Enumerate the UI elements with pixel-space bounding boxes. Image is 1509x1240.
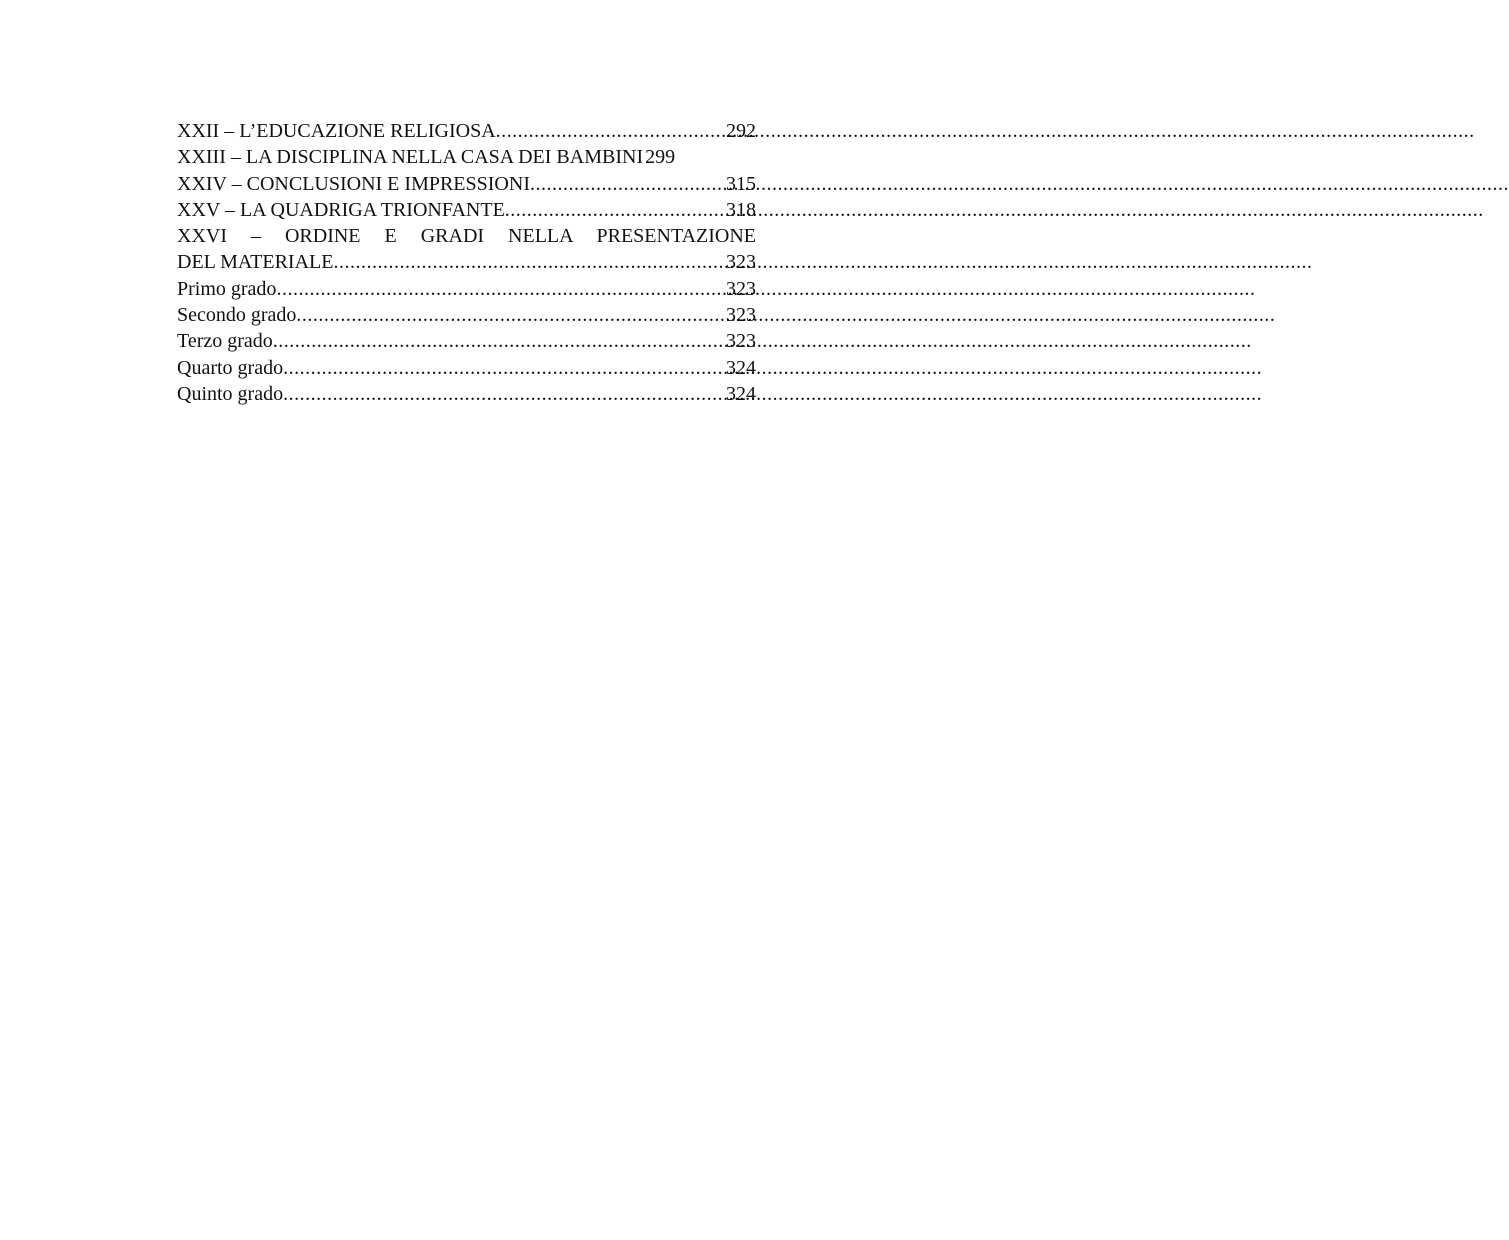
toc-entry-title: Secondo grado <box>177 304 297 327</box>
toc-entry-xxvi-line1[interactable]: XXVI – ORDINE E GRADI NELLA PRESENTAZIONE <box>177 225 756 248</box>
dot-leader <box>530 171 725 197</box>
toc-entry-title: XXV – LA QUADRIGA TRIONFANTE <box>177 198 505 221</box>
dot-leader <box>496 118 725 144</box>
toc-entry-page: 299 <box>645 146 676 169</box>
toc-entry-page: 323 <box>726 330 756 353</box>
toc-subentry-secondo-grado[interactable] <box>177 302 756 328</box>
toc-subentry-quarto-grado[interactable] <box>177 355 756 381</box>
toc-entry-xxvi-line2[interactable] <box>177 249 756 275</box>
dot-leader <box>296 302 725 328</box>
toc-entry-page: 315 <box>726 172 756 195</box>
toc-entry-page: 292 <box>726 120 756 142</box>
toc-entry-title: DEL MATERIALE <box>177 251 334 274</box>
toc-subentry-terzo-grado[interactable] <box>177 328 756 354</box>
toc-entry-xxiv[interactable] <box>177 171 756 197</box>
toc-subentry-primo-grado[interactable] <box>177 276 756 302</box>
toc-entry-title: Quarto grado <box>177 356 284 379</box>
dot-leader <box>273 328 725 354</box>
toc-entry-page: 323 <box>726 251 756 274</box>
dot-leader <box>283 381 725 407</box>
toc-entry-page: 318 <box>726 198 756 221</box>
toc-entry-title: XXIV – CONCLUSIONI E IMPRESSIONI <box>177 172 530 195</box>
toc-entry-xxv[interactable] <box>177 197 756 223</box>
dot-leader <box>276 276 725 302</box>
toc-entry-page: 323 <box>726 277 756 300</box>
toc-entry-title: XXII – L’EDUCAZIONE RELIGIOSA <box>177 120 496 142</box>
table-of-contents <box>177 118 756 407</box>
dot-leader <box>505 197 725 223</box>
toc-entry-title: XXIII – LA DISCIPLINA NELLA CASA DEI BAMBINI <box>177 146 644 169</box>
toc-entry-xxii[interactable] <box>177 118 756 144</box>
toc-entry-title: Quinto grado <box>177 382 284 405</box>
toc-entry-page: 324 <box>726 356 756 379</box>
dot-leader <box>283 355 725 381</box>
toc-entry-title: Primo grado <box>177 277 277 300</box>
toc-entry-title: Terzo grado <box>177 330 273 353</box>
dot-leader <box>333 249 725 275</box>
toc-entry-xxiii[interactable] <box>177 144 756 170</box>
toc-entry-page: 323 <box>726 304 756 327</box>
toc-entry-page: 324 <box>726 382 756 405</box>
toc-subentry-quinto-grado[interactable] <box>177 381 756 407</box>
